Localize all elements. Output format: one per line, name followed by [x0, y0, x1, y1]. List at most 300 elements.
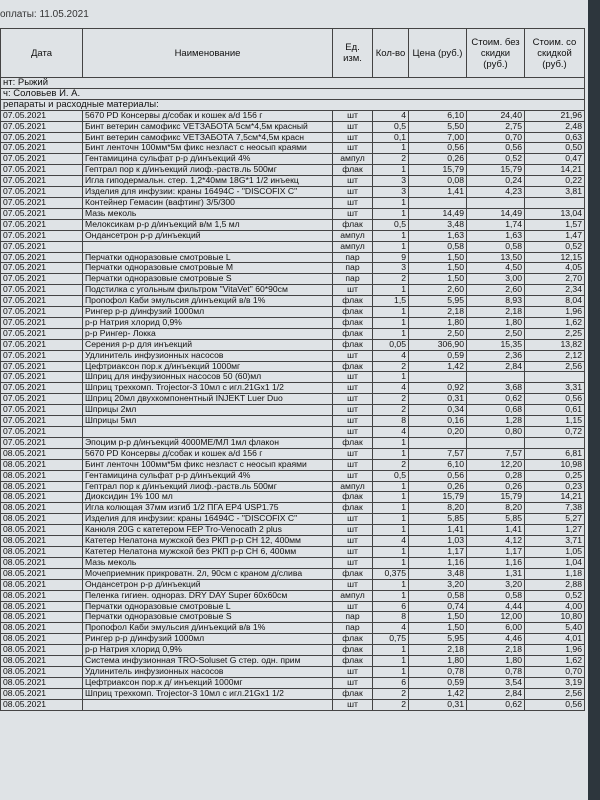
cell-date: 07.05.2021	[1, 241, 83, 252]
cell-qty: 4	[373, 110, 409, 121]
cell-cost-discount: 3,31	[525, 383, 585, 394]
table-row	[1, 110, 585, 121]
table-row	[1, 241, 585, 252]
cell-cost-discount: 3,19	[525, 677, 585, 688]
cell-cost-discount: 0,72	[525, 427, 585, 438]
table-row	[1, 645, 585, 656]
cell-date: 08.05.2021	[1, 459, 83, 470]
cell-cost-discount: 2,25	[525, 328, 585, 339]
cell-unit: пар	[333, 623, 373, 634]
cell-unit: флак	[333, 503, 373, 514]
cell-qty: 1	[373, 307, 409, 318]
cell-cost-discount: 0,61	[525, 405, 585, 416]
cell-unit: флак	[333, 645, 373, 656]
cell-cost: 12,00	[467, 612, 525, 623]
cell-name: Мазь меколь	[83, 557, 333, 568]
cell-cost: 1,17	[467, 546, 525, 557]
cell-price: 7,57	[409, 448, 467, 459]
cell-name: Мазь меколь	[83, 208, 333, 219]
cell-qty: 1	[373, 557, 409, 568]
cell-cost-discount: 0,56	[525, 394, 585, 405]
table-row	[1, 383, 585, 394]
cell-cost: 1,74	[467, 219, 525, 230]
cell-date: 07.05.2021	[1, 176, 83, 187]
cell-date: 08.05.2021	[1, 470, 83, 481]
cell-date: 08.05.2021	[1, 579, 83, 590]
cell-cost: 8,93	[467, 296, 525, 307]
cell-cost: 2,84	[467, 688, 525, 699]
cell-date: 07.05.2021	[1, 372, 83, 383]
table-row	[1, 176, 585, 187]
cell-name	[83, 699, 333, 710]
cell-cost: 1,80	[467, 317, 525, 328]
cell-price: 15,79	[409, 492, 467, 503]
cell-date: 07.05.2021	[1, 307, 83, 318]
table-row	[1, 132, 585, 143]
cell-price: 3,20	[409, 579, 467, 590]
table-row	[1, 427, 585, 438]
cell-name: Изделия для инфузии: краны 16494C - "DISCOFIX C"	[83, 187, 333, 198]
cell-qty: 4	[373, 383, 409, 394]
cell-unit: пар	[333, 252, 373, 263]
cell-cost-discount: 2,56	[525, 361, 585, 372]
cell-qty: 6	[373, 677, 409, 688]
table-row	[1, 372, 585, 383]
col-date: Дата	[1, 29, 83, 78]
cell-unit: шт	[333, 143, 373, 154]
cell-qty: 0,1	[373, 132, 409, 143]
cell-name: Гентамицина сульфат р-р д/инъекций 4%	[83, 470, 333, 481]
cell-price: 0,74	[409, 601, 467, 612]
table-header	[1, 29, 585, 78]
cell-unit: флак	[333, 219, 373, 230]
cell-unit: шт	[333, 383, 373, 394]
table-row	[1, 503, 585, 514]
cell-date: 07.05.2021	[1, 296, 83, 307]
cell-cost: 2,60	[467, 285, 525, 296]
cell-unit: шт	[333, 525, 373, 536]
cell-name: Пропофол Каби эмульсия д/инъекций в/в 1%	[83, 296, 333, 307]
cell-price: 0,58	[409, 241, 467, 252]
cell-qty: 8	[373, 612, 409, 623]
cell-cost: 4,46	[467, 634, 525, 645]
table-row	[1, 154, 585, 165]
cell-price: 1,16	[409, 557, 467, 568]
cell-name: Шприц 20мл двухкомпонентный INJEKT Luer Duo	[83, 394, 333, 405]
col-cost-discount: Стоим. со скидкой (руб.)	[525, 29, 585, 78]
cell-price: 1,50	[409, 252, 467, 263]
table-row	[1, 470, 585, 481]
col-unit: Ед. изм.	[333, 29, 373, 78]
cell-price: 6,10	[409, 459, 467, 470]
cell-cost: 2,18	[467, 307, 525, 318]
cell-date: 08.05.2021	[1, 677, 83, 688]
cell-name: Пропофол Каби эмульсия д/инъекций в/в 1%	[83, 623, 333, 634]
table-row	[1, 394, 585, 405]
cell-qty: 1	[373, 208, 409, 219]
cell-qty: 1	[373, 579, 409, 590]
cell-name: Цефтриаксон пор.к д/инъекций 1000мг	[83, 361, 333, 372]
cell-name: Перчатки одноразовые смотровые M	[83, 263, 333, 274]
cell-unit: шт	[333, 110, 373, 121]
cell-name: 5670 PD Консервы д/собак и кошек a/d 156 г	[83, 110, 333, 121]
cell-qty: 1	[373, 197, 409, 208]
cell-date: 07.05.2021	[1, 208, 83, 219]
cell-date: 08.05.2021	[1, 645, 83, 656]
cell-cost: 0,56	[467, 143, 525, 154]
invoice-table	[0, 28, 585, 711]
cell-date: 08.05.2021	[1, 688, 83, 699]
cell-cost: 0,68	[467, 405, 525, 416]
table-row	[1, 459, 585, 470]
table-row	[1, 274, 585, 285]
cell-unit: флак	[333, 634, 373, 645]
cell-name: Перчатки одноразовые смотровые L	[83, 252, 333, 263]
cell-date: 07.05.2021	[1, 317, 83, 328]
cell-name: Гентамицина сульфат р-р д/инъекций 4%	[83, 154, 333, 165]
cell-qty: 1	[373, 666, 409, 677]
cell-unit: шт	[333, 470, 373, 481]
cell-cost-discount: 1,15	[525, 416, 585, 427]
cell-cost: 7,57	[467, 448, 525, 459]
cell-qty: 9	[373, 252, 409, 263]
cell-price: 1,50	[409, 612, 467, 623]
cell-unit: пар	[333, 612, 373, 623]
cell-cost: 5,85	[467, 514, 525, 525]
table-row	[1, 699, 585, 710]
table-row	[1, 317, 585, 328]
cell-cost-discount: 7,38	[525, 503, 585, 514]
table-row	[1, 481, 585, 492]
table-row	[1, 339, 585, 350]
cell-qty: 6	[373, 601, 409, 612]
cell-cost-discount: 1,04	[525, 557, 585, 568]
cell-price: 3,48	[409, 219, 467, 230]
cell-date: 07.05.2021	[1, 437, 83, 448]
cell-unit: флак	[333, 437, 373, 448]
cell-unit: шт	[333, 699, 373, 710]
cell-cost: 1,31	[467, 568, 525, 579]
cell-qty: 1	[373, 372, 409, 383]
cell-unit: шт	[333, 427, 373, 438]
cell-cost: 12,20	[467, 459, 525, 470]
cell-cost: 24,40	[467, 110, 525, 121]
cell-unit: шт	[333, 448, 373, 459]
cell-cost: 0,58	[467, 590, 525, 601]
cell-date: 07.05.2021	[1, 339, 83, 350]
cell-cost-discount: 2,88	[525, 579, 585, 590]
cell-unit: ампул	[333, 230, 373, 241]
cell-price: 0,31	[409, 699, 467, 710]
cell-name: Катетер Нелатона мужской без РКП р-р CH 12, 400мм	[83, 536, 333, 547]
cell-qty: 4	[373, 350, 409, 361]
cell-cost-discount	[525, 437, 585, 448]
cell-date: 08.05.2021	[1, 612, 83, 623]
cell-name: Катетер Нелатона мужской без РКП р-р CH 6, 400мм	[83, 546, 333, 557]
cell-date: 08.05.2021	[1, 514, 83, 525]
table-row	[1, 677, 585, 688]
doctor-row	[1, 88, 585, 99]
cell-date: 07.05.2021	[1, 197, 83, 208]
table-row	[1, 623, 585, 634]
cell-cost-discount: 0,22	[525, 176, 585, 187]
cell-date: 07.05.2021	[1, 165, 83, 176]
cell-name: Диоксидин 1% 100 мл	[83, 492, 333, 503]
cell-unit: шт	[333, 666, 373, 677]
cell-unit: шт	[333, 536, 373, 547]
cell-qty: 1	[373, 481, 409, 492]
cell-qty: 1	[373, 546, 409, 557]
cell-price: 1,80	[409, 656, 467, 667]
cell-price: 0,16	[409, 416, 467, 427]
cell-price: 2,60	[409, 285, 467, 296]
cell-name: Перчатки одноразовые смотровые S	[83, 274, 333, 285]
cell-qty: 0,375	[373, 568, 409, 579]
cell-price: 5,50	[409, 121, 467, 132]
cell-date: 08.05.2021	[1, 503, 83, 514]
cell-qty: 8	[373, 416, 409, 427]
cell-qty: 1	[373, 492, 409, 503]
table-row	[1, 590, 585, 601]
cell-date: 07.05.2021	[1, 154, 83, 165]
cell-date: 08.05.2021	[1, 656, 83, 667]
cell-unit: флак	[333, 492, 373, 503]
cell-name: Рингер р-р д/инфузий 1000мл	[83, 307, 333, 318]
cell-cost-discount: 10,80	[525, 612, 585, 623]
cell-qty: 1	[373, 525, 409, 536]
table-row	[1, 296, 585, 307]
cell-cost-discount: 0,70	[525, 666, 585, 677]
cell-qty: 1	[373, 656, 409, 667]
cell-cost-discount: 4,05	[525, 263, 585, 274]
cell-cost-discount: 4,00	[525, 601, 585, 612]
table-row	[1, 437, 585, 448]
cell-cost: 2,75	[467, 121, 525, 132]
table-row	[1, 121, 585, 132]
cell-name: Мелоксикам р-р д/инъекций в/м 1,5 мл	[83, 219, 333, 230]
page-edge-shadow	[588, 0, 600, 800]
cell-price: 1,03	[409, 536, 467, 547]
table-row	[1, 307, 585, 318]
cell-price: 5,95	[409, 634, 467, 645]
table-row	[1, 230, 585, 241]
cell-price: 1,41	[409, 187, 467, 198]
table-row	[1, 208, 585, 219]
cell-date: 08.05.2021	[1, 448, 83, 459]
cell-name: Бинт ветерин самофикс VETЗАБОТА 5см*4,5м красный	[83, 121, 333, 132]
cell-price: 5,85	[409, 514, 467, 525]
cell-unit: флак	[333, 328, 373, 339]
cell-price: 6,10	[409, 110, 467, 121]
cell-qty: 0,5	[373, 219, 409, 230]
cell-cost-discount: 0,25	[525, 470, 585, 481]
table-row	[1, 546, 585, 557]
cell-cost-discount: 1,62	[525, 656, 585, 667]
table-row	[1, 525, 585, 536]
cell-qty: 0,5	[373, 121, 409, 132]
table-row	[1, 197, 585, 208]
cell-name: Шприц трехкомп. Trojector-3 10мл с игл.21Gx1 1/2	[83, 688, 333, 699]
cell-name: р-р Натрия хлорид 0,9%	[83, 645, 333, 656]
cell-name: Бинт ленточн 100мм*5м фикс незласт с неосып краями	[83, 459, 333, 470]
cell-unit: шт	[333, 514, 373, 525]
cell-date: 07.05.2021	[1, 132, 83, 143]
cell-unit: шт	[333, 546, 373, 557]
table-row	[1, 361, 585, 372]
cell-unit: ампул	[333, 590, 373, 601]
cell-price: 1,42	[409, 361, 467, 372]
col-qty: Кол-во	[373, 29, 409, 78]
cell-unit: флак	[333, 296, 373, 307]
table-row	[1, 187, 585, 198]
cell-qty: 2	[373, 361, 409, 372]
table-row	[1, 557, 585, 568]
cell-cost-discount: 14,21	[525, 492, 585, 503]
cell-price: 2,18	[409, 645, 467, 656]
cell-cost-discount: 14,21	[525, 165, 585, 176]
cell-name: Изделия для инфузии: краны 16494C - "DISCOFIX C"	[83, 514, 333, 525]
cell-cost-discount: 0,23	[525, 481, 585, 492]
cell-cost-discount: 2,12	[525, 350, 585, 361]
cell-price: 2,50	[409, 328, 467, 339]
cell-date: 07.05.2021	[1, 121, 83, 132]
cell-price: 1,17	[409, 546, 467, 557]
cell-date: 07.05.2021	[1, 219, 83, 230]
col-cost-no-discount: Стоим. без скидки (руб.)	[467, 29, 525, 78]
cell-name: Бинт ветерин самофикс VETЗАБОТА 7,5см*4,5м красн	[83, 132, 333, 143]
cell-unit: шт	[333, 197, 373, 208]
cell-price: 306,90	[409, 339, 467, 350]
cell-cost: 0,28	[467, 470, 525, 481]
cell-cost-discount: 13,04	[525, 208, 585, 219]
cell-qty: 3	[373, 187, 409, 198]
cell-cost: 3,00	[467, 274, 525, 285]
cell-cost-discount: 13,82	[525, 339, 585, 350]
cell-price: 5,95	[409, 296, 467, 307]
cell-date: 07.05.2021	[1, 143, 83, 154]
table-row	[1, 601, 585, 612]
table-row	[1, 263, 585, 274]
cell-cost: 15,35	[467, 339, 525, 350]
cell-cost-discount: 21,96	[525, 110, 585, 121]
cell-cost-discount: 0,56	[525, 699, 585, 710]
cell-unit: флак	[333, 307, 373, 318]
cell-price: 0,56	[409, 470, 467, 481]
cell-cost-discount: 3,81	[525, 187, 585, 198]
cell-name	[83, 427, 333, 438]
cell-qty: 1	[373, 448, 409, 459]
cell-name: Удлинитель инфузионных насосов	[83, 666, 333, 677]
cell-cost-discount: 1,96	[525, 645, 585, 656]
cell-name: Серения р-р для инъекций	[83, 339, 333, 350]
cell-qty: 2	[373, 699, 409, 710]
cell-cost-discount: 0,52	[525, 241, 585, 252]
cell-name: Игла гиподермальн. стер. 1,2*40мм 18G*1 1/2 инъекц	[83, 176, 333, 187]
cell-cost: 0,52	[467, 154, 525, 165]
cell-price	[409, 372, 467, 383]
cell-date: 08.05.2021	[1, 623, 83, 634]
cell-price	[409, 437, 467, 448]
cell-cost-discount: 0,50	[525, 143, 585, 154]
cell-cost: 2,18	[467, 645, 525, 656]
table-row	[1, 165, 585, 176]
cell-price: 0,31	[409, 394, 467, 405]
col-price: Цена (руб.)	[409, 29, 467, 78]
cell-date: 08.05.2021	[1, 568, 83, 579]
cell-cost-discount: 3,71	[525, 536, 585, 547]
cell-cost: 0,62	[467, 699, 525, 710]
cell-cost: 15,79	[467, 165, 525, 176]
cell-cost: 1,63	[467, 230, 525, 241]
cell-cost: 4,44	[467, 601, 525, 612]
cell-date: 08.05.2021	[1, 557, 83, 568]
cell-date: 07.05.2021	[1, 328, 83, 339]
cell-unit: шт	[333, 176, 373, 187]
cell-name: Ондансетрон р-р д/инъекций	[83, 230, 333, 241]
cell-date: 08.05.2021	[1, 525, 83, 536]
cell-date: 07.05.2021	[1, 350, 83, 361]
table-row	[1, 416, 585, 427]
cell-name: Пеленка гигиен. однораз. DRY DAY Super 60х60см	[83, 590, 333, 601]
cell-unit: флак	[333, 568, 373, 579]
table-row	[1, 492, 585, 503]
cell-cost-discount: 8,04	[525, 296, 585, 307]
table-row	[1, 350, 585, 361]
cell-price: 1,50	[409, 274, 467, 285]
cell-unit: пар	[333, 263, 373, 274]
cell-unit: шт	[333, 405, 373, 416]
cell-name: Гептрал пор к д/инъекций лиоф.-раств.ль 500мг	[83, 165, 333, 176]
cell-unit: ампул	[333, 481, 373, 492]
table-row	[1, 612, 585, 623]
cell-date: 08.05.2021	[1, 601, 83, 612]
cell-cost: 14,49	[467, 208, 525, 219]
cell-cost: 1,16	[467, 557, 525, 568]
cell-cost-discount: 2,48	[525, 121, 585, 132]
cell-price: 1,63	[409, 230, 467, 241]
cell-cost-discount: 0,63	[525, 132, 585, 143]
cell-date: 08.05.2021	[1, 546, 83, 557]
cell-qty: 0,5	[373, 470, 409, 481]
cell-date: 08.05.2021	[1, 634, 83, 645]
cell-name: Подстилка с угольным фильтром "VitaVet" 60*90см	[83, 285, 333, 296]
cell-name: Шприцы 5мл	[83, 416, 333, 427]
cell-qty: 2	[373, 459, 409, 470]
cell-price: 7,00	[409, 132, 467, 143]
cell-date: 07.05.2021	[1, 285, 83, 296]
cell-cost: 8,20	[467, 503, 525, 514]
cell-name: Бинт ленточн 100мм*5м фикс незласт с неосып краями	[83, 143, 333, 154]
cell-cost: 15,79	[467, 492, 525, 503]
cell-price: 0,59	[409, 677, 467, 688]
cell-date: 07.05.2021	[1, 405, 83, 416]
cell-name: Мочеприемник прикроватн. 2л, 90см с краном д/слива	[83, 568, 333, 579]
cell-qty: 3	[373, 176, 409, 187]
cell-cost-discount: 0,52	[525, 590, 585, 601]
cell-qty: 1	[373, 143, 409, 154]
cell-name: Игла колющая 37мм изгиб 1/2 ПГА EP4 USP1.75	[83, 503, 333, 514]
cell-qty: 4	[373, 427, 409, 438]
cell-qty: 2	[373, 405, 409, 416]
cell-price: 0,08	[409, 176, 467, 187]
cell-unit: шт	[333, 394, 373, 405]
cell-qty: 2	[373, 154, 409, 165]
cell-cost-discount: 4,01	[525, 634, 585, 645]
cell-unit: шт	[333, 187, 373, 198]
cell-unit: шт	[333, 677, 373, 688]
cell-name: р-р Натрия хлорид 0,9%	[83, 317, 333, 328]
cell-name: Шприц для инфузионных насосов 50 (60)мл	[83, 372, 333, 383]
